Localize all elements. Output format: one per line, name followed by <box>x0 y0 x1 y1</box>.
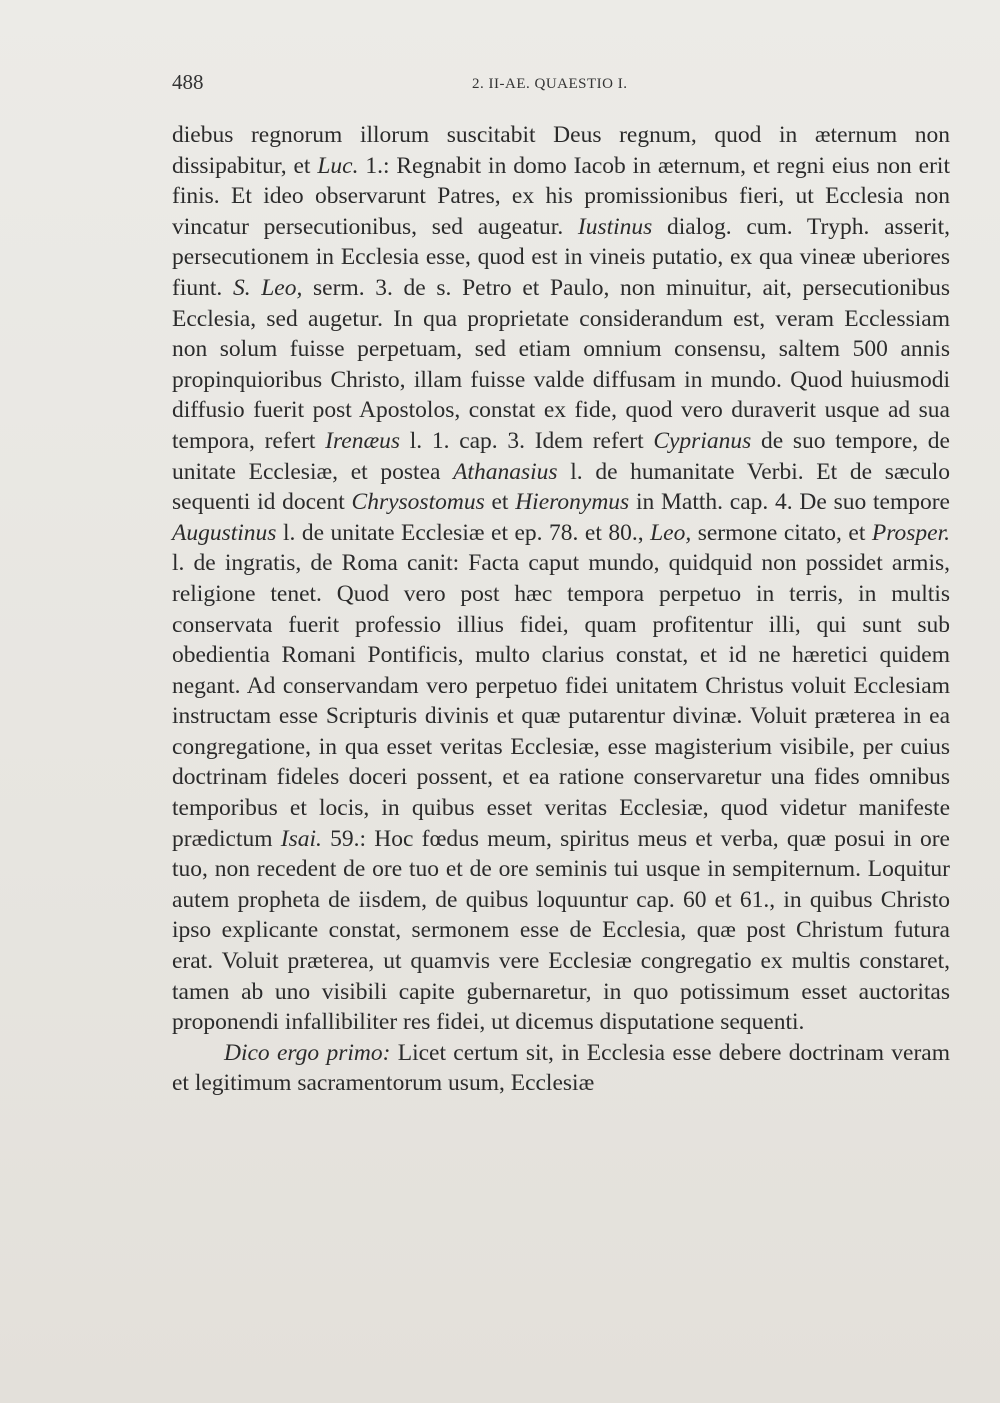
page-number: 488 <box>172 70 204 94</box>
text-run: dialog. cum. Tryph. asserit, persecutionem in Ecclesia esse, quod est in vineis putatio, ex qua vineæ uberiores fiunt. <box>172 213 950 301</box>
text-run: serm. 3. de s. Petro et Paulo, non minuitur, ait, persecutionibus Ecclesia, sed augetur. In qua proprietate considerandum est, veram Ecclessiam non solum fuisse perpetuam, sed etiam omnium consensu, saltem 500 annis propinquioribus Christo, illam fuisse valde diffusam in mundo. Quod huiusmodi diffusio fuerit post Apostolos, constat ex fide, quod vero duraverit usque ad sua tempora, refert <box>172 274 951 454</box>
italic-citation: Irenæus <box>325 427 401 454</box>
text-run: 1.: Regnabit in domo Iacob in æternum, et regni eius non erit finis. Et ideo observarunt Patres, ex his promissionibus fieri, ut Ecclesia non vincatur persecutionibus, sed augeatur. <box>172 152 950 240</box>
italic-citation: Dico ergo primo: <box>224 1039 391 1066</box>
italic-citation: Cyprianus <box>653 427 752 454</box>
text-run: l. de humanitate Verbi. Et de sæculo sequenti id docent <box>172 458 951 516</box>
text-run: l. de unitate Ecclesiæ et ep. 78. et 80., <box>276 519 651 546</box>
italic-citation: S. Leo, <box>232 274 303 301</box>
text-run: sermone citato, et <box>691 519 872 546</box>
italic-citation: Augustinus <box>172 519 277 546</box>
text-run: Licet certum sit, in Ecclesia esse debere doctrinam veram et legitimum sacramentorum usum, Ecclesiæ <box>172 1039 950 1097</box>
italic-citation: Hieronymus <box>515 489 630 516</box>
text-run: de suo tempore, de unitate Ecclesiæ, et postea <box>172 427 950 485</box>
text-run: diebus regnorum illorum suscitabit Deus regnum, quod in æternum non dissipabitur, et <box>172 122 950 179</box>
text-run: et <box>484 489 516 516</box>
paragraph-2 <box>172 1038 950 1099</box>
italic-citation: Isai. <box>280 825 322 852</box>
text-run: 59.: Hoc fœdus meum, spiritus meus et verba, quæ posui in ore tuo, non recedent de ore tuo et de ore seminis tui usque in sempiternum. Loquitur autem propheta de iisdem, de quibus loquuntur cap. 60 et 61., in quibus Christo ipso explicante constat, sermonem esse de Ecclesia, quæ post Christum futura erat. Voluit præterea, ut quamvis vere Ecclesiæ congregatio ex multis constaret, tamen ab uno visibili capite gubernaretur, in quo potissimum esset auctoritas proponendi infallibiliter res fidei, ut dicemus disputatione sequenti. <box>172 825 950 1036</box>
paragraph-1 <box>172 120 950 1038</box>
text-run: l. de ingratis, de Roma canit: Facta caput mundo, quidquid non possidet armis, religione tenet. Quod vero post hæc tempora perpetuo in terris, in multis conservata fuerit professio illius fidei, quam profitentur illi, qui sunt sub obedientia Romani Pontificis, multo clarius constat, et id ne hæretici quidem negant. Ad conservandam vero perpetuo fidei unitatem Christus voluit Ecclesiam instructam esse Scripturis divinis et quæ putarentur divinæ. Voluit præterea in ea congregatione, in qua esset veritas Ecclesiæ, esse magisterium visibile, per cuius doctrinam fideles doceri possent, et ea ratione conservaretur una fides omnibus temporibus et locis, in quibus esset veritas Ecclesiæ, quod videtur manifeste prædictum <box>172 550 950 852</box>
italic-citation: Leo, <box>650 519 692 546</box>
page-header <box>172 70 950 100</box>
italic-citation: Athanasius <box>453 458 558 485</box>
text-run: in Matth. cap. 4. De suo tempore <box>629 489 950 516</box>
text-run: l. 1. cap. 3. Idem refert <box>400 427 654 454</box>
italic-citation: Chrysostomus <box>351 489 485 516</box>
italic-citation: Luc. <box>317 152 359 179</box>
italic-citation: Iustinus <box>577 213 653 240</box>
running-head: 2. II-AE. QUAESTIO I. <box>472 76 628 92</box>
italic-citation: Prosper. <box>871 519 950 546</box>
body-text <box>172 120 950 1099</box>
